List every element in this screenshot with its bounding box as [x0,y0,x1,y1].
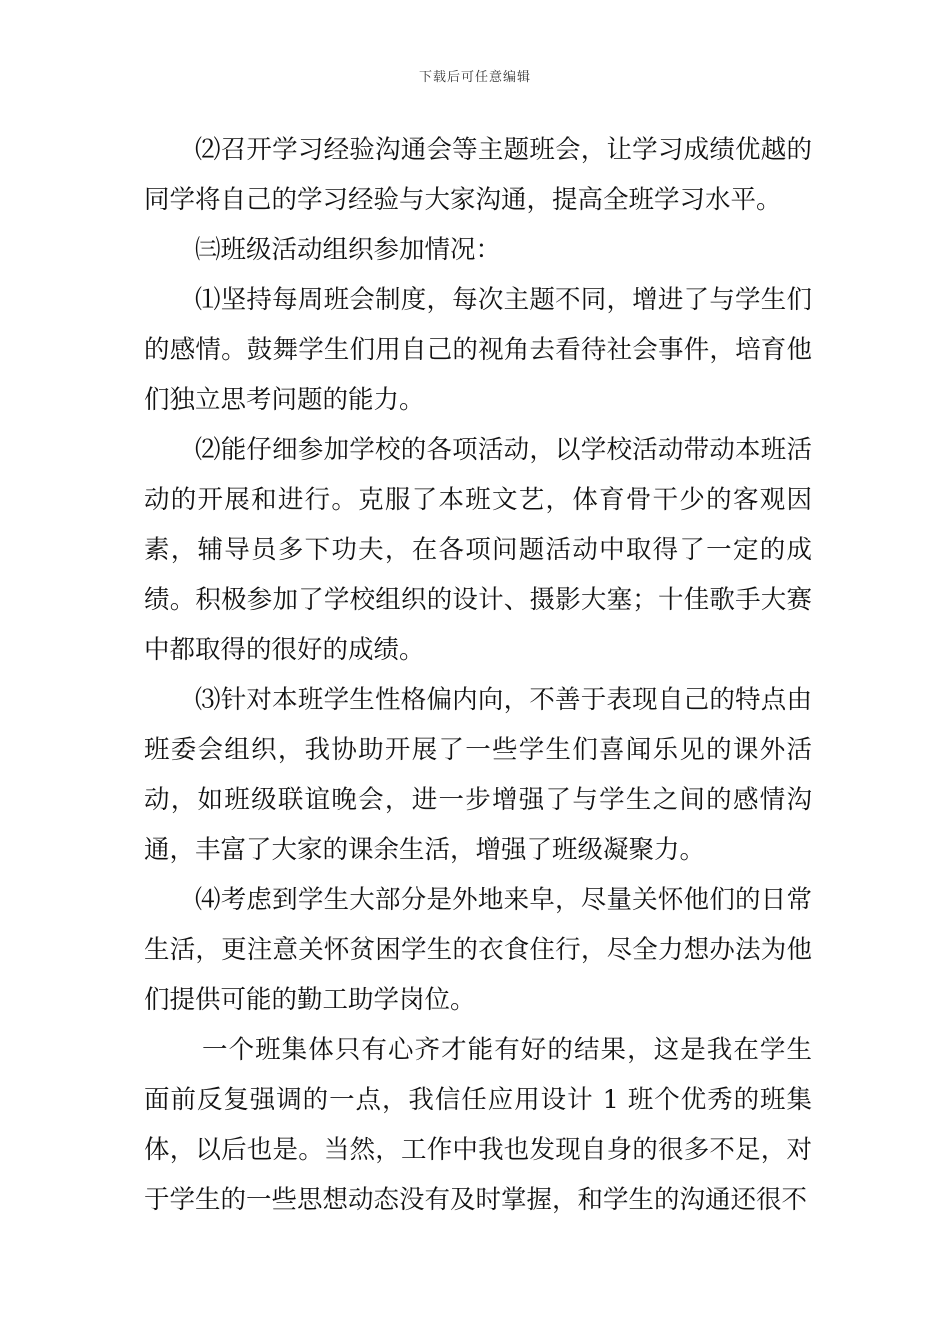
paragraph-student-care: ⑷考虑到学生大部分是外地来皁，尽量关怀他们的日常生活，更注意关怀贫困学生的衣食住行，尽全力想办法为他们提供可能的勤工助学岗位。 [144,885,812,1015]
document-body [144,125,812,1225]
paragraph-school-activities: ⑵能仔细参加学校的各项活动，以学校活动带动本班活动的开展和进行。克服了本班文艺，体育骨干少的客观因素，辅导员多下功夫，在各项问题活动中取得了一定的成绩。积极参加了学校组织的设计、摄影大塞；十佳歌手大赛中都取得的很好的成绩。 [144,435,812,665]
page-header: 下载后可任意编辑 [418,70,531,85]
paragraph-weekly-meetings: ⑴坚持每周班会制度，每次主题不同，增进了与学生们的感情。鼓舞学生们用自己的视角去看待社会事件，培育他们独立思考问题的能力。 [144,285,812,415]
paragraph-discussion-meetings: ⑵召开学习经验沟通会等主题班会，让学习成绩优越的同学将自己的学习经验与大家沟通，提高全班学习水平。 [144,135,812,215]
paragraph-extracurricular: ⑶针对本班学生性格偏内向，不善于表现自己的特点由班委会组织，我协助开展了一些学生们喜闻乐见的课外活动，如班级联谊晚会，进一步增强了与学生之间的感情沟通，丰富了大家的课余生活，增强了班级凝聚力。 [144,685,812,865]
section-heading-class-activities: ㈢班级活动组织参加情况： [195,235,502,265]
paragraph-summary: 一个班集体只有心齐才能有好的结果，这是我在学生面前反复强调的一点，我信任应用设计 1 班个优秀的班集体，以后也是。当然，工作中我也发现自身的很多不足，对于学生的一些思想动态没有及时掌握，和学生的沟通还很不 [144,1035,812,1215]
